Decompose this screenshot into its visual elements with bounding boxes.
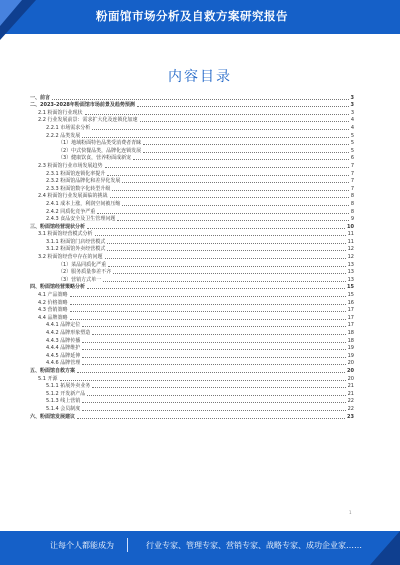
toc-entry[interactable] <box>30 405 354 413</box>
toc-leader-dots <box>110 197 349 198</box>
toc-leader-dots <box>82 357 345 358</box>
toc-leader-dots <box>92 129 349 130</box>
toc-entry-text: 2.4.3 食品安全及卫生管理问题 <box>46 216 116 223</box>
toc-leader-dots <box>70 296 346 297</box>
toc-entry-page: 9 <box>350 216 354 223</box>
report-title: 粉面馆市场分析及自救方案研究报告 <box>96 9 288 23</box>
toc-entry-text: 4.2 价格策略 <box>38 299 68 306</box>
toc-entry-page: 19 <box>347 345 354 352</box>
toc-entry[interactable] <box>30 246 354 254</box>
toc-entry[interactable] <box>30 162 354 170</box>
toc-leader-dots <box>103 281 345 282</box>
toc-leader-dots <box>70 319 346 320</box>
toc-entry[interactable] <box>30 185 354 193</box>
toc-leader-dots <box>82 402 345 403</box>
toc-entry-page: 13 <box>347 276 354 283</box>
toc-entry-page: 18 <box>347 330 354 336</box>
toc-entry[interactable] <box>30 261 354 269</box>
toc-entry-text: 3.1.1 粉面馆门店经营模式 <box>46 238 106 245</box>
toc-entry-text: 一、前言 <box>30 94 51 101</box>
toc-entry[interactable] <box>30 269 354 277</box>
toc-leader-dots <box>77 418 345 419</box>
toc-entry-text: 4.4.6 品牌管理 <box>46 360 81 367</box>
toc-leader-dots <box>82 349 345 350</box>
toc-entry[interactable] <box>30 284 354 292</box>
toc-leader-dots <box>137 106 349 107</box>
toc-leader-dots <box>77 372 345 373</box>
toc-entry-page: 8 <box>350 193 354 200</box>
toc-leader-dots <box>113 273 345 274</box>
toc-leader-dots <box>87 228 345 229</box>
toc-entry[interactable] <box>30 367 354 375</box>
toc-entry-text: 4.4.2 品牌形象塑造 <box>46 330 91 336</box>
toc-entry-page: 20 <box>347 360 354 367</box>
toc-entry[interactable] <box>30 375 354 383</box>
toc-entry[interactable] <box>30 253 354 261</box>
toc-leader-dots <box>92 334 345 335</box>
toc-leader-dots <box>105 258 346 259</box>
toc-entry-page: 18 <box>347 337 354 344</box>
toc-entry[interactable] <box>30 155 354 163</box>
toc-entry-page: 15 <box>347 284 354 291</box>
toc-entry[interactable] <box>30 398 354 406</box>
toc-entry[interactable] <box>30 200 354 208</box>
toc-entry-page: 6 <box>350 155 354 162</box>
toc-entry-text: 4.3 营销策略 <box>38 307 68 314</box>
toc-entry-page: 22 <box>347 405 354 412</box>
toc-leader-dots <box>143 144 349 145</box>
toc-leader-dots <box>85 114 349 115</box>
toc-entry-text: 4.4.3 品牌传播 <box>46 337 81 344</box>
toc-entry-text: （2）服务质量参差不齐 <box>58 269 112 276</box>
toc-leader-dots <box>82 137 349 138</box>
toc-entry-page: 11 <box>347 238 354 245</box>
toc-leader-dots <box>107 175 348 176</box>
toc-entry-text: 2.1 粉面馆行业现状 <box>38 109 83 116</box>
toc-entry-page: 3 <box>350 109 354 116</box>
table-of-contents <box>30 94 354 421</box>
toc-entry-page: 7 <box>350 170 354 177</box>
toc-leader-dots <box>117 220 348 221</box>
toc-entry-page: 5 <box>350 140 354 147</box>
toc-entry[interactable] <box>30 360 354 368</box>
toc-entry[interactable] <box>30 231 354 239</box>
toc-entry-text: 2.3 粉面馆行业市场发展趋势 <box>38 162 103 169</box>
toc-entry-text: （1）菜品同质化严重 <box>58 261 107 268</box>
toc-entry[interactable] <box>30 140 354 148</box>
toc-entry[interactable] <box>30 216 354 224</box>
toc-entry-page: 21 <box>347 383 354 390</box>
toc-entry-page: 20 <box>347 375 354 382</box>
toc-entry[interactable] <box>30 337 354 345</box>
toc-entry-page: 12 <box>347 246 354 253</box>
toc-entry-text: （2）中式快餐品类，品牌化连锁发展 <box>58 147 142 154</box>
toc-entry-page: 15 <box>347 292 354 299</box>
toc-entry-page: 12 <box>347 254 354 261</box>
toc-entry-text: （3）健康饮食，营养粉面成新宠 <box>58 155 132 162</box>
toc-entry-text: 2.2.2 品类发展 <box>46 132 81 139</box>
toc-entry[interactable] <box>30 383 354 391</box>
toc-entry-page: 7 <box>350 178 354 185</box>
toc-entry[interactable] <box>30 352 354 360</box>
toc-entry-text: 5.1 开源 <box>38 375 58 382</box>
toc-entry-text: 2.2 行业发展前景：需求扩大化及连锁化加速 <box>38 117 138 124</box>
toc-leader-dots <box>52 99 349 100</box>
toc-entry[interactable] <box>30 124 354 132</box>
toc-entry-page: 17 <box>347 307 354 314</box>
toc-entry[interactable] <box>30 307 354 315</box>
toc-entry-text: 六、粉面馆发展建议 <box>30 413 76 420</box>
toc-entry-text: 五、粉面馆自救方案 <box>30 367 76 374</box>
toc-leader-dots <box>82 326 345 327</box>
toc-leader-dots <box>70 304 346 305</box>
toc-entry-text: 四、粉面馆经营策略分析 <box>30 284 86 291</box>
toc-entry[interactable] <box>30 223 354 231</box>
footer-slogan-right: 行业专家、管理专家、营销专家、战略专家、成功企业家…… <box>146 541 362 550</box>
header-corner-accent <box>0 0 22 26</box>
toc-entry-text: 2.3.1 粉面馆连锁化率提升 <box>46 170 106 177</box>
toc-entry-page: 5 <box>350 132 354 139</box>
toc-leader-dots <box>87 288 345 289</box>
toc-entry[interactable] <box>30 102 354 110</box>
toc-entry-page: 23 <box>347 413 354 420</box>
footer-divider <box>127 538 128 552</box>
toc-heading: 内容目录 <box>168 69 232 85</box>
toc-entry-text: 5.1.3 线上营销 <box>46 398 81 405</box>
toc-entry-page: 8 <box>350 200 354 207</box>
toc-leader-dots <box>105 167 349 168</box>
toc-entry-page: 17 <box>347 314 354 321</box>
toc-entry[interactable] <box>30 314 354 322</box>
toc-entry-text: 2.4.2 同质化竞争严重 <box>46 208 96 215</box>
toc-entry-text: 3.2 粉面馆经营中存在的问题 <box>38 254 103 261</box>
toc-entry-page: 4 <box>350 124 354 131</box>
toc-leader-dots <box>108 266 345 267</box>
toc-entry[interactable] <box>30 345 354 353</box>
toc-entry-text: 5.1.4 会员制度 <box>46 405 81 412</box>
toc-entry[interactable] <box>30 413 354 421</box>
toc-entry-text: 2.4.1 成本上涨，利润空间被压缩 <box>46 200 121 207</box>
toc-entry-text: 4.4 品牌策略 <box>38 314 68 321</box>
toc-entry-text: 2.2.1 市场需求分析 <box>46 124 91 131</box>
toc-entry-page: 10 <box>347 223 354 230</box>
toc-leader-dots <box>143 152 349 153</box>
toc-entry-text: 二、2023-2028年粉面馆市场前景及趋势预测 <box>30 102 135 109</box>
toc-leader-dots <box>82 364 345 365</box>
toc-entry[interactable] <box>30 132 354 140</box>
toc-leader-dots <box>107 243 345 244</box>
page-number: 1 <box>349 510 352 515</box>
toc-entry-text: 三、粉面馆经营现状分析 <box>30 223 86 230</box>
toc-entry-page: 22 <box>347 398 354 405</box>
toc-leader-dots <box>122 182 348 183</box>
toc-entry-page: 16 <box>347 299 354 306</box>
toc-entry-page: 13 <box>347 269 354 276</box>
footer-slogan-left: 让每个人都能成为 <box>50 541 114 550</box>
toc-entry-text: （1）地域粉面特色品类受消费者青睐 <box>58 140 142 147</box>
toc-entry-text: 4.4.1 品牌定位 <box>46 322 81 329</box>
toc-leader-dots <box>82 410 345 411</box>
toc-entry[interactable] <box>30 147 354 155</box>
toc-leader-dots <box>82 342 345 343</box>
toc-entry[interactable] <box>30 170 354 178</box>
toc-entry-page: 3 <box>350 102 354 109</box>
header-banner <box>0 0 400 40</box>
toc-entry-text: 5.1.2 开发新产品 <box>46 390 86 397</box>
toc-entry[interactable] <box>30 329 354 337</box>
toc-leader-dots <box>122 205 348 206</box>
toc-entry[interactable] <box>30 178 354 186</box>
toc-entry[interactable] <box>30 299 354 307</box>
toc-entry-page: 20 <box>347 367 354 374</box>
toc-entry-text: 3.1.2 粉面馆外卖经营模式 <box>46 246 106 253</box>
toc-entry-text: 2.4 粉面馆行业发展面临的挑战 <box>38 193 108 200</box>
toc-entry[interactable] <box>30 193 354 201</box>
toc-entry-text: 4.4.4 品牌维护 <box>46 345 81 352</box>
toc-entry-page: 13 <box>347 261 354 268</box>
toc-leader-dots <box>140 121 349 122</box>
toc-entry-text: 3.1 粉面馆经营模式分析 <box>38 231 93 238</box>
toc-entry[interactable] <box>30 390 354 398</box>
toc-entry[interactable] <box>30 322 354 330</box>
toc-entry[interactable] <box>30 109 354 117</box>
toc-entry[interactable] <box>30 291 354 299</box>
toc-entry-page: 19 <box>347 352 354 359</box>
toc-entry-page: 17 <box>347 322 354 329</box>
toc-entry-text: 2.3.3 粉面馆数字化转型升级 <box>46 185 111 192</box>
toc-entry-text: 4.1 产品策略 <box>38 292 68 299</box>
toc-entry-page: 7 <box>350 185 354 192</box>
toc-leader-dots <box>95 235 346 236</box>
toc-leader-dots <box>112 190 348 191</box>
toc-entry[interactable] <box>30 94 354 102</box>
toc-leader-dots <box>87 395 345 396</box>
toc-entry[interactable] <box>30 208 354 216</box>
toc-entry[interactable] <box>30 117 354 125</box>
toc-leader-dots <box>60 380 346 381</box>
toc-entry-text: 5.1.1 拓展外卖业务 <box>46 383 91 390</box>
toc-entry-page: 11 <box>347 231 354 238</box>
toc-entry-page: 4 <box>350 117 354 124</box>
toc-leader-dots <box>92 387 345 388</box>
footer-corner-shape <box>370 531 400 565</box>
toc-entry-page: 8 <box>350 208 354 215</box>
toc-entry-page: 3 <box>350 94 354 101</box>
toc-leader-dots <box>107 250 345 251</box>
toc-entry[interactable] <box>30 276 354 284</box>
toc-entry-text: （3）营销方式单一 <box>58 276 102 283</box>
toc-entry-page: 21 <box>347 390 354 397</box>
toc-entry-page: 5 <box>350 147 354 154</box>
toc-leader-dots <box>97 213 349 214</box>
toc-entry-text: 4.4.5 品牌延伸 <box>46 352 81 359</box>
toc-entry-page: 7 <box>350 162 354 169</box>
toc-entry[interactable] <box>30 238 354 246</box>
toc-entry-text: 2.3.2 粉面馆品牌化和差异化发展 <box>46 178 121 185</box>
toc-leader-dots <box>133 159 349 160</box>
toc-leader-dots <box>70 311 346 312</box>
